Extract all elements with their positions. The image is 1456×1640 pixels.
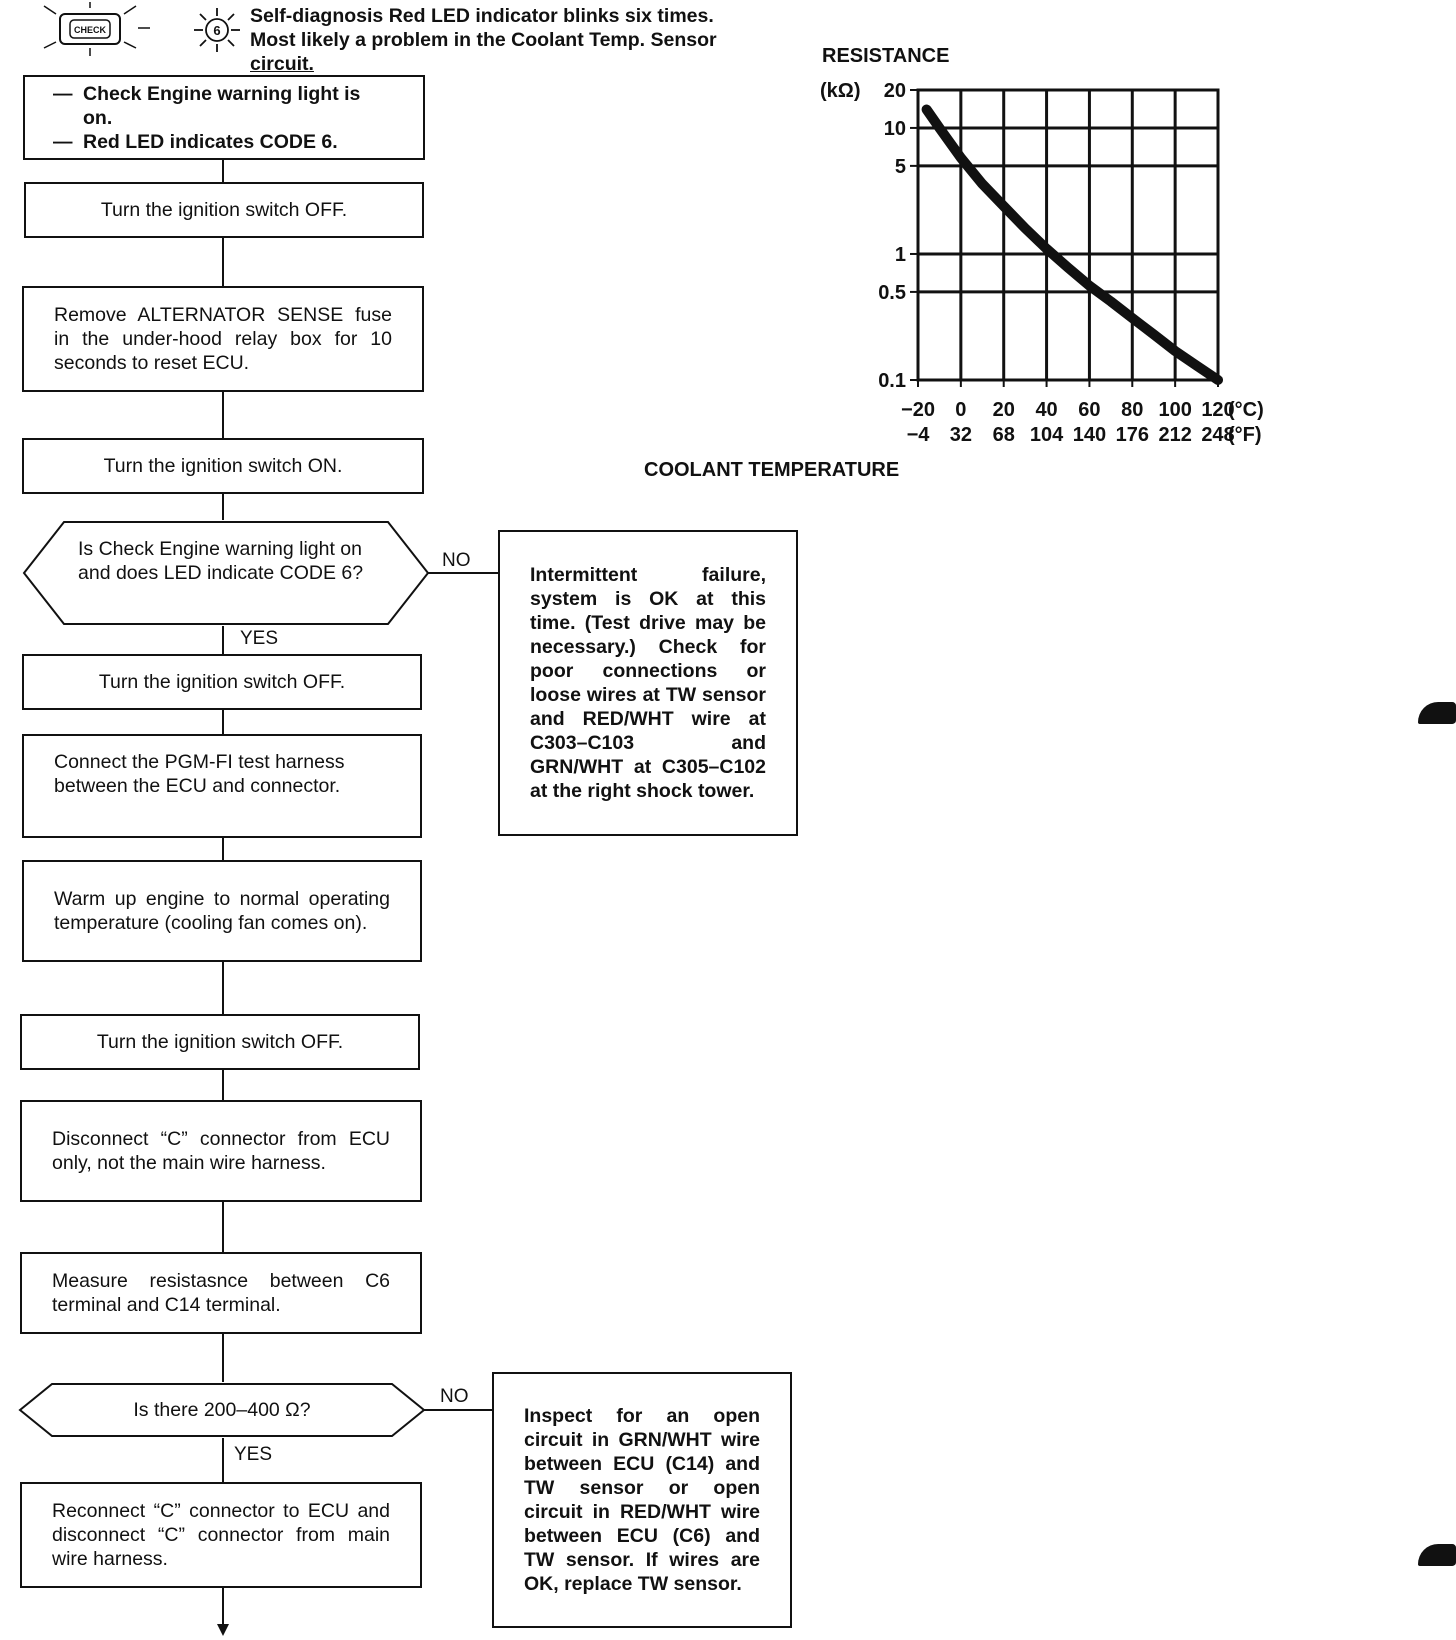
symptom-item: — Check Engine warning light is on.: [53, 82, 395, 130]
step-connect-harness: Connect the PGM-FI test harness between the ECU and connector.: [22, 734, 422, 838]
step-warm-up: Warm up engine to normal operating temperature (cooling fan comes on).: [22, 860, 422, 962]
check-engine-indicator: [40, 2, 150, 56]
scan-blot: [1418, 702, 1456, 724]
chart-x-tick-label-c: 0: [955, 399, 967, 421]
chart-x-tick-label-c: 80: [1121, 399, 1144, 421]
connector: [222, 1070, 224, 1100]
chart-x-tick-label-f: 248: [1201, 424, 1235, 446]
step-ignition-off-2: Turn the ignition switch OFF.: [22, 654, 422, 710]
header-line-3: circuit.: [250, 53, 314, 75]
label-no-1: NO: [442, 550, 471, 571]
chart-y-unit: (kΩ): [820, 80, 861, 102]
led-blink-icon: [194, 8, 240, 52]
label-no-2: NO: [440, 1386, 469, 1407]
connector-no-2: [424, 1409, 494, 1411]
decision-resistance-question: Is there 200–400 Ω?: [133, 1399, 311, 1421]
chart-x-label: COOLANT TEMPERATURE: [644, 459, 900, 481]
chart-frame: [918, 90, 1218, 380]
connector: [222, 160, 224, 182]
connector: [222, 392, 224, 438]
chart-x-tick-label-c: −20: [901, 399, 935, 421]
step-ignition-off-1: Turn the ignition switch OFF.: [24, 182, 424, 238]
resistance-chart: [600, 30, 1340, 500]
connector: [222, 1438, 224, 1482]
connector: [222, 494, 224, 520]
connector: [222, 710, 224, 734]
symptom-item: — Red LED indicates CODE 6.: [53, 130, 395, 154]
connector: [222, 1202, 224, 1252]
connector: [222, 838, 224, 860]
box-inspect-open-circuit: Inspect for an open circuit in GRN/WHT wire between ECU (C14) and TW sensor or open circuit in RED/WHT wire between ECU (C6) and TW sensor. If wires are OK, replace TW sensor.: [492, 1372, 792, 1628]
check-engine-icon: [40, 2, 150, 56]
chart-x-tick-label-f: 176: [1115, 424, 1149, 446]
label-yes-2: YES: [234, 1444, 273, 1465]
connector-no-1: [428, 572, 498, 574]
chart-y-tick-label: 10: [883, 117, 906, 140]
down-arrow-icon: [214, 1624, 232, 1638]
chart-x-unit-f: (°F): [1228, 424, 1262, 446]
step-measure-resistance: Measure resistasnce between C6 terminal and C14 terminal.: [20, 1252, 422, 1334]
chart-x-tick-label-c: 120: [1201, 399, 1235, 421]
connector: [222, 238, 224, 286]
step-ignition-off-3: Turn the ignition switch OFF.: [20, 1014, 420, 1070]
chart-y-label: RESISTANCE: [822, 45, 950, 67]
chart-x-tick-label-f: 104: [1029, 424, 1064, 446]
chart-x-tick-label-f: 68: [992, 424, 1015, 446]
chart-y-tick-label: 20: [883, 80, 906, 102]
header-line-1: Self-diagnosis Red LED indicator blinks six times.: [250, 5, 714, 27]
chart-x-tick-label-c: 20: [992, 399, 1015, 421]
chart-y-tick-label: 0.1: [878, 370, 906, 392]
scan-blot: [1418, 1544, 1456, 1566]
box-intermittent-failure: Intermittent failure, system is OK at this time. (Test drive may be necessary.) Check for poor connections or loose wires at TW sensor and RED/WHT wire at C303–C103 and GRN/WHT at C305–C102 at the right shock tower.: [498, 530, 798, 836]
chart-x-tick-label-f: 212: [1158, 424, 1192, 446]
chart-x-tick-label-c: 40: [1035, 399, 1058, 421]
chart-y-tick-label: 5: [894, 155, 906, 178]
step-reconnect-c: Reconnect “C” connector to ECU and disconnect “C” connector from main wire harness.: [20, 1482, 422, 1588]
label-yes-1: YES: [240, 628, 279, 649]
svg-text:6: 6: [213, 23, 221, 38]
chart-x-tick-label-c: 60: [1078, 399, 1101, 421]
chart-x-tick-label-f: 32: [949, 424, 972, 446]
chart-x-tick-label-f: 140: [1072, 424, 1107, 446]
symptom-box: [23, 75, 425, 160]
step-remove-fuse: Remove ALTERNATOR SENSE fuse in the under-hood relay box for 10 seconds to reset ECU.: [22, 286, 424, 392]
step-disconnect-c: Disconnect “C” connector from ECU only, not the main wire harness.: [20, 1100, 422, 1202]
decision-code6-question: Is Check Engine warning light on and does LED indicate CODE 6?: [78, 538, 364, 584]
chart-y-tick-label: 1: [894, 243, 906, 266]
header-line-2: Most likely a problem in the Coolant Temp. Sensor: [250, 29, 717, 51]
connector: [222, 1588, 224, 1628]
chart-y-tick-label: 0.5: [878, 281, 906, 304]
chart-x-tick-label-f: −4: [906, 424, 930, 446]
chart-x-tick-label-c: 100: [1158, 399, 1192, 421]
chart-x-unit-c: (°C): [1228, 399, 1264, 421]
led-indicator: [194, 8, 240, 52]
svg-text:CHECK: CHECK: [73, 25, 107, 35]
connector: [222, 626, 224, 654]
connector: [222, 1334, 224, 1382]
connector: [222, 962, 224, 1014]
step-ignition-on: Turn the ignition switch ON.: [22, 438, 424, 494]
